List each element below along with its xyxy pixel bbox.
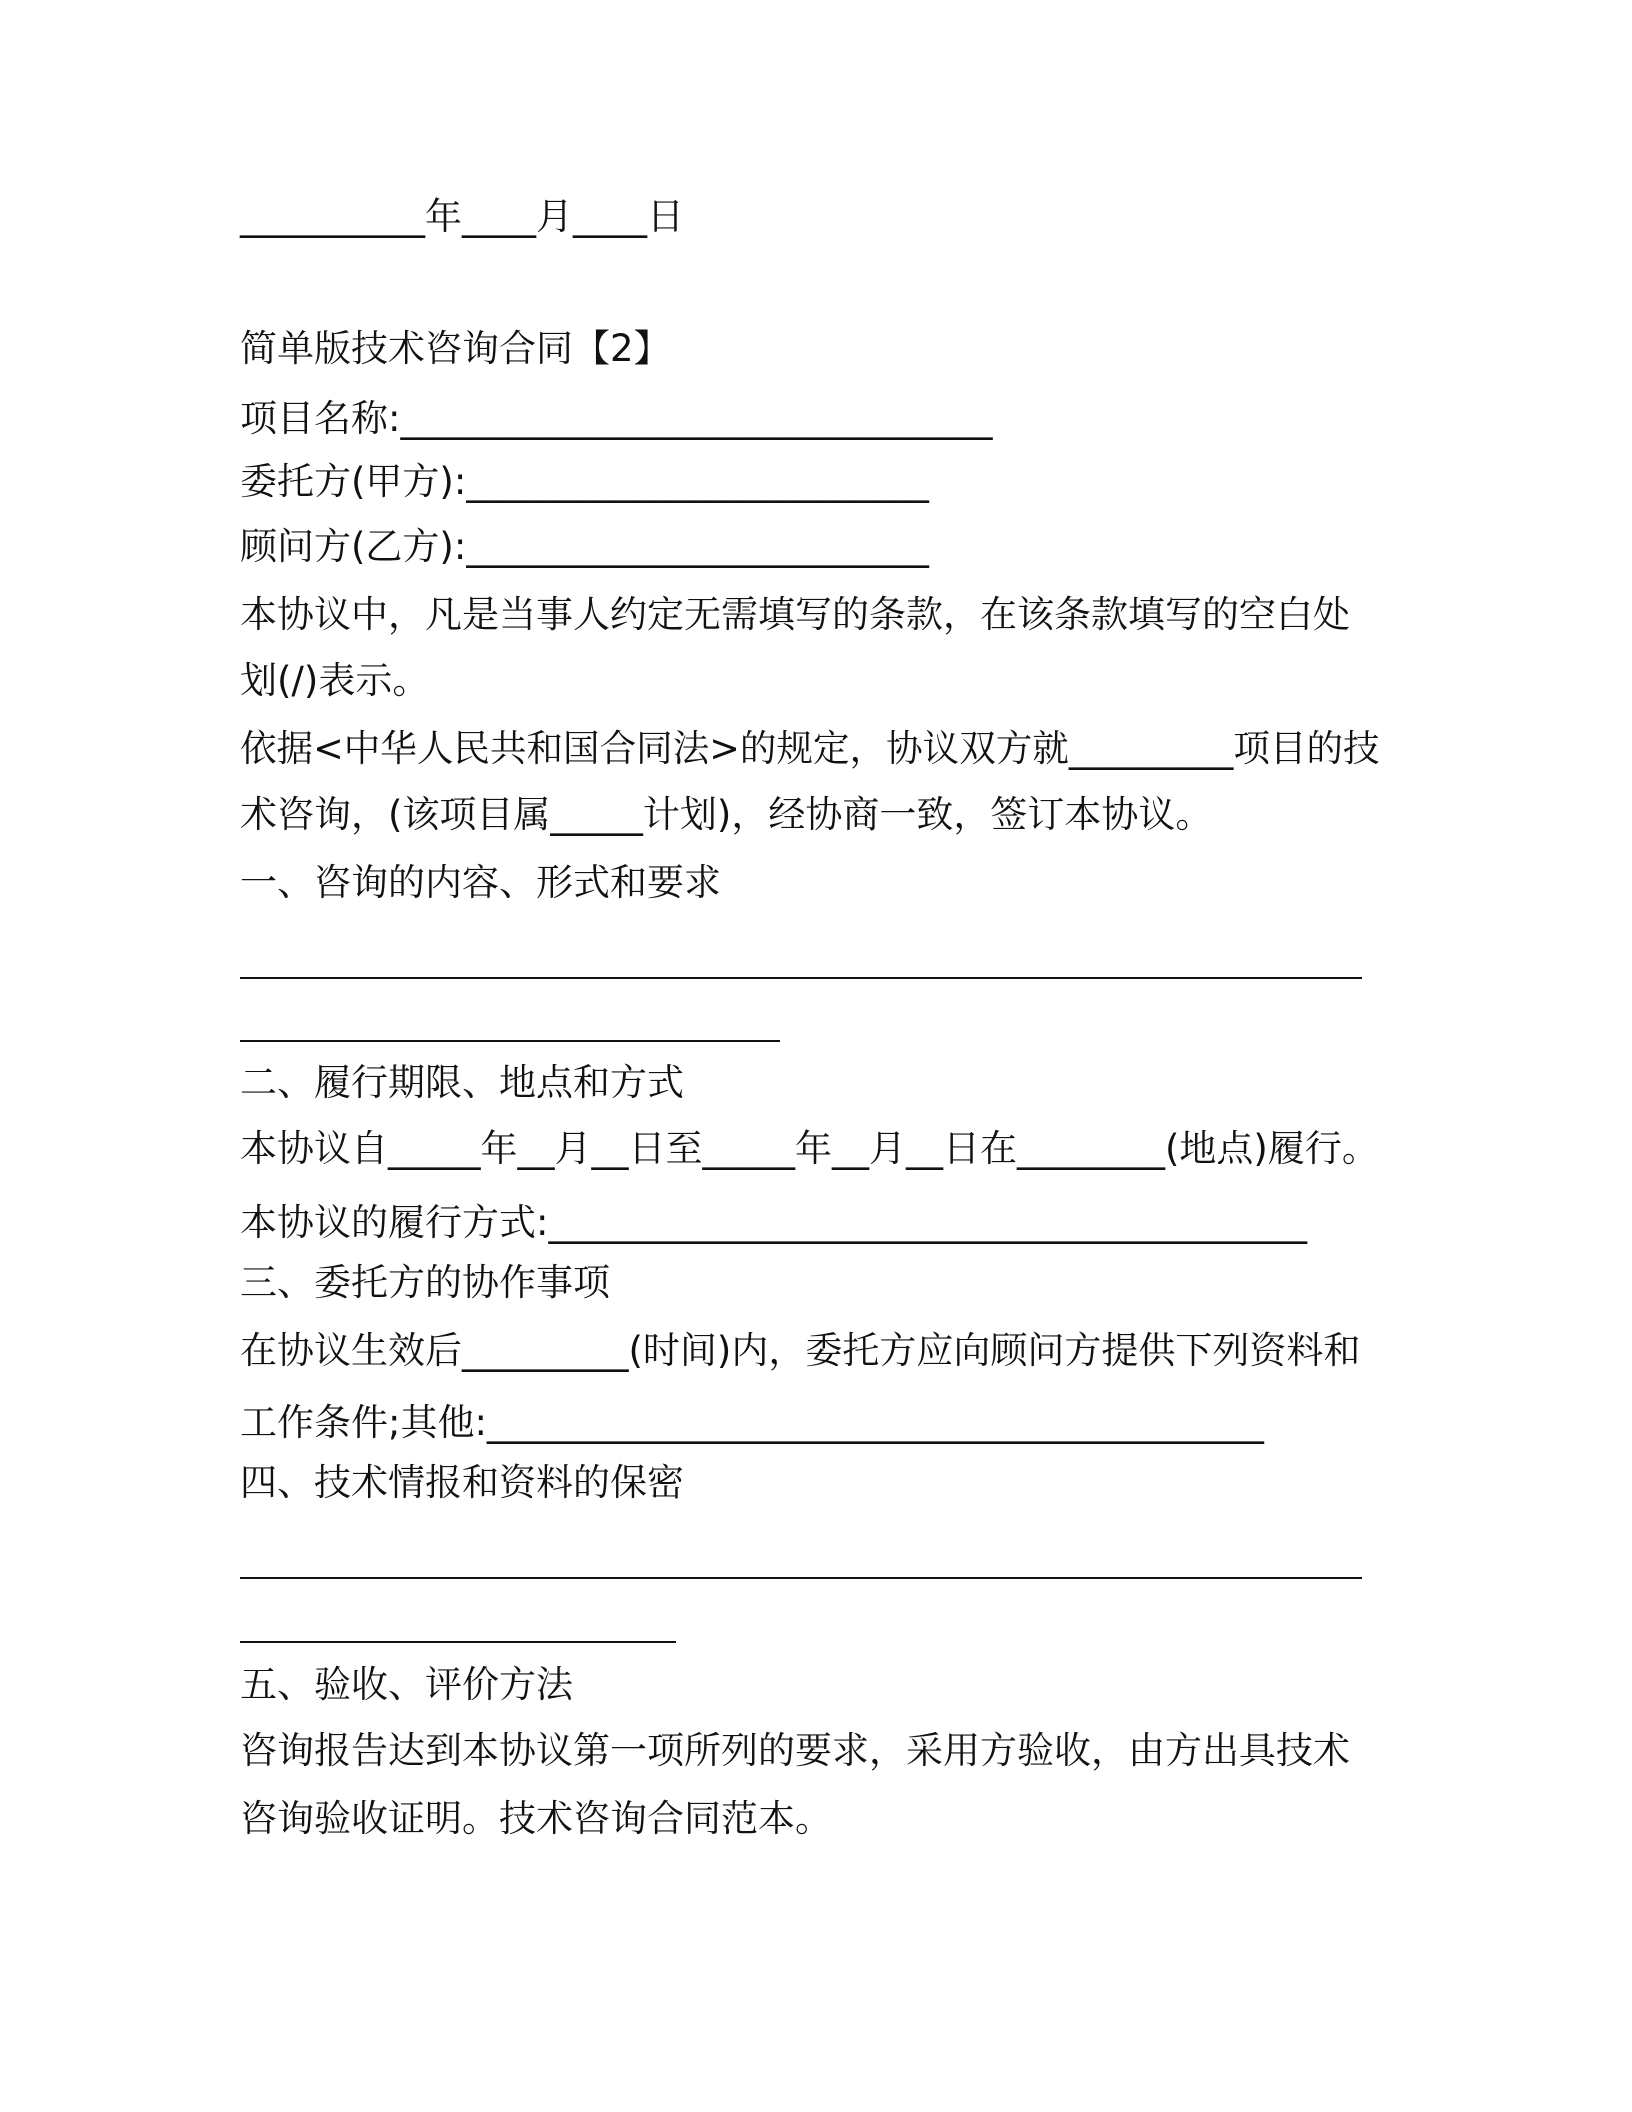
basis-paragraph-line-1: 依据<中华人民共和国合同法>的规定，协议双方就_________项目的技 [240, 727, 1380, 770]
section-2-heading: 二、履行期限、地点和方式 [240, 1061, 684, 1104]
section-5-line-1: 咨询报告达到本协议第一项所列的要求，采用方验收，由方出具技术 [240, 1729, 1350, 1772]
date-line: __________年____月____日 [240, 195, 684, 238]
client-field: 委托方(甲方):_________________________ [240, 460, 929, 503]
section-1-blank-line-1 [240, 977, 1362, 979]
project-name-field: 项目名称:________________________________ [240, 397, 993, 440]
notice-paragraph-line-1: 本协议中，凡是当事人约定无需填写的条款，在该条款填写的空白处 [240, 593, 1350, 636]
notice-paragraph-line-2: 划(/)表示。 [240, 659, 430, 702]
section-3-heading: 三、委托方的协作事项 [240, 1261, 610, 1304]
section-5-line-2: 咨询验收证明。技术咨询合同范本。 [240, 1797, 832, 1840]
section-5-heading: 五、验收、评价方法 [240, 1663, 573, 1706]
document-title: 简单版技术咨询合同【2】 [240, 327, 671, 370]
section-2-term-line: 本协议自_____年__月__日至_____年__月__日在________(地点)履行。 [240, 1127, 1379, 1170]
section-3-line-2: 工作条件;其他:__________________________________________ [240, 1401, 1264, 1444]
section-1-blank-line-2 [240, 1040, 780, 1042]
section-3-line-1: 在协议生效后_________(时间)内，委托方应向顾问方提供下列资料和 [240, 1329, 1361, 1372]
section-4-blank-line-2 [240, 1641, 676, 1643]
basis-paragraph-line-2: 术咨询，(该项目属_____计划)，经协商一致，签订本协议。 [240, 793, 1213, 836]
section-4-blank-line-1 [240, 1577, 1362, 1579]
section-4-heading: 四、技术情报和资料的保密 [240, 1461, 684, 1504]
section-2-method-line: 本协议的履行方式:_________________________________________ [240, 1201, 1307, 1244]
consultant-field: 顾问方(乙方):_________________________ [240, 525, 929, 568]
section-1-heading: 一、咨询的内容、形式和要求 [240, 861, 721, 904]
